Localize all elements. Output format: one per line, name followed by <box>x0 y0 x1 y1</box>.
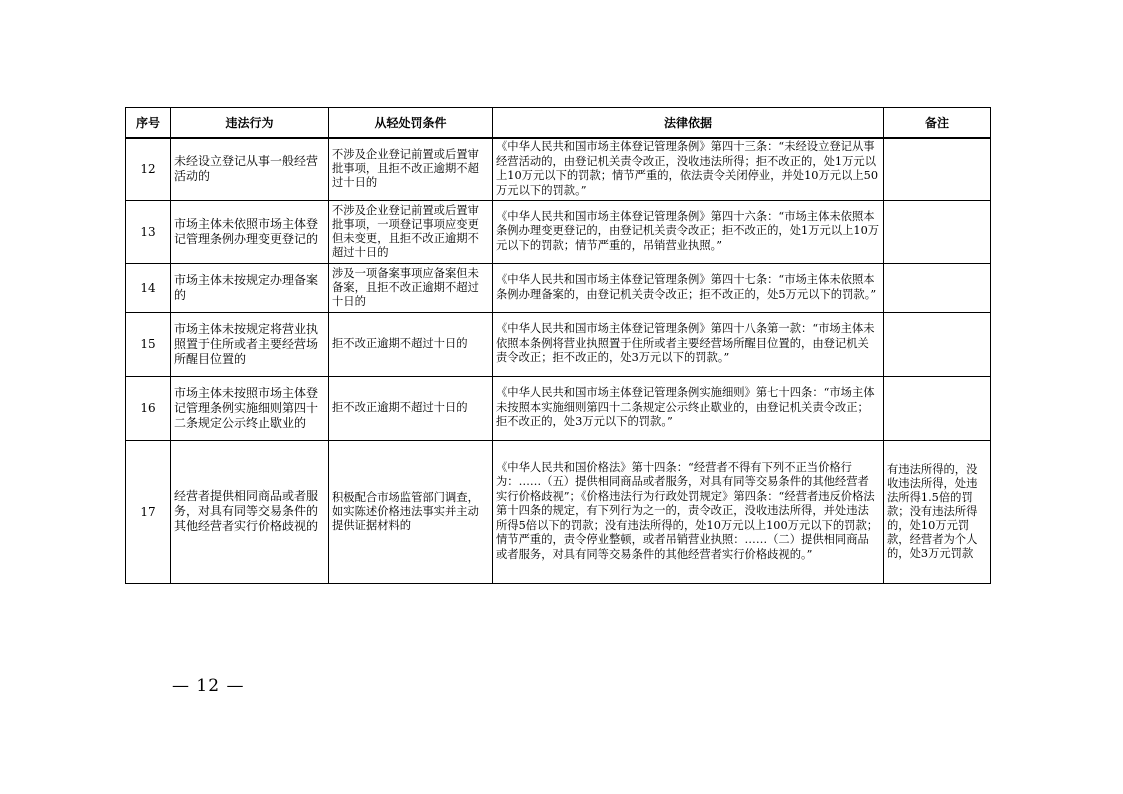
note-cell <box>884 263 991 312</box>
table-row <box>126 263 991 312</box>
note-cell: 有违法所得的，没收违法所得，处违法所得1.5倍的罚款；没有违法所得的，处10万元罚款，经营者为个人的，处3万元罚款 <box>884 440 991 583</box>
page-number: — 12 — <box>172 676 245 696</box>
header-no: 序号 <box>126 108 171 139</box>
condition-cell: 不涉及企业登记前置或后置审批事项，且拒不改正逾期不超过十日的 <box>329 138 493 200</box>
row-number: 13 <box>126 200 171 263</box>
legal-basis-cell: 《中华人民共和国价格法》第十四条：“经营者不得有下列不正当价格行为：……（五）提供相同商品或者服务，对具有同等交易条件的其他经营者实行价格歧视”；《价格违法行为行政处罚规定》第四条：“经营者违反价格法第十四条的规定，有下列行为之一的，责令改正，没收违法所得，并处违法所得5倍以下的罚款；没有违法所得的，处10万元以上100万元以下的罚款；情节严重的，责令停业整顿，或者吊销营业执照：……（二）提供相同商品或者服务，对具有同等交易条件的其他经营者实行价格歧视的。” <box>493 440 884 583</box>
header-basis: 法律依据 <box>493 108 884 139</box>
violation-cell: 经营者提供相同商品或者服务，对具有同等交易条件的其他经营者实行价格歧视的 <box>171 440 329 583</box>
table-row <box>126 200 991 263</box>
penalty-table <box>125 107 991 584</box>
header-note: 备注 <box>884 108 991 139</box>
row-number: 12 <box>126 138 171 200</box>
table-row <box>126 138 991 200</box>
note-cell <box>884 376 991 440</box>
row-number: 17 <box>126 440 171 583</box>
condition-cell: 涉及一项备案事项应备案但未备案，且拒不改正逾期不超过十日的 <box>329 263 493 312</box>
header-condition: 从轻处罚条件 <box>329 108 493 139</box>
condition-cell: 拒不改正逾期不超过十日的 <box>329 312 493 376</box>
note-cell <box>884 200 991 263</box>
table-row <box>126 312 991 376</box>
header-act: 违法行为 <box>171 108 329 139</box>
violation-cell: 未经设立登记从事一般经营活动的 <box>171 138 329 200</box>
legal-basis-cell: 《中华人民共和国市场主体登记管理条例》第四十三条：“未经设立登记从事经营活动的，由登记机关责令改正，没收违法所得；拒不改正的，处1万元以上10万元以下的罚款；情节严重的，依法责令关闭停业，并处10万元以上50万元以下的罚款。” <box>493 138 884 200</box>
violation-cell: 市场主体未按规定将营业执照置于住所或者主要经营场所醒目位置的 <box>171 312 329 376</box>
condition-cell: 拒不改正逾期不超过十日的 <box>329 376 493 440</box>
condition-cell: 积极配合市场监管部门调查，如实陈述价格违法事实并主动提供证据材料的 <box>329 440 493 583</box>
violation-cell: 市场主体未按照市场主体登记管理条例实施细则第四十二条规定公示终止歇业的 <box>171 376 329 440</box>
legal-basis-cell: 《中华人民共和国市场主体登记管理条例实施细则》第七十四条：“市场主体未按照本实施细则第四十二条规定公示终止歇业的，由登记机关责令改正；拒不改正的，处3万元以下的罚款。” <box>493 376 884 440</box>
condition-cell: 不涉及企业登记前置或后置审批事项，一项登记事项应变更但未变更，且拒不改正逾期不超过十日的 <box>329 200 493 263</box>
note-cell <box>884 138 991 200</box>
violation-cell: 市场主体未按规定办理备案的 <box>171 263 329 312</box>
row-number: 14 <box>126 263 171 312</box>
violation-cell: 市场主体未依照市场主体登记管理条例办理变更登记的 <box>171 200 329 263</box>
legal-basis-cell: 《中华人民共和国市场主体登记管理条例》第四十八条第一款：“市场主体未依照本条例将营业执照置于住所或者主要经营场所醒目位置的，由登记机关责令改正；拒不改正的，处3万元以下的罚款。” <box>493 312 884 376</box>
row-number: 16 <box>126 376 171 440</box>
legal-basis-cell: 《中华人民共和国市场主体登记管理条例》第四十七条：“市场主体未依照本条例办理备案的，由登记机关责令改正；拒不改正的，处5万元以下的罚款。” <box>493 263 884 312</box>
row-number: 15 <box>126 312 171 376</box>
table-header-row <box>126 108 991 139</box>
table-row <box>126 440 991 583</box>
note-cell <box>884 312 991 376</box>
table-row <box>126 376 991 440</box>
legal-basis-cell: 《中华人民共和国市场主体登记管理条例》第四十六条：“市场主体未依照本条例办理变更登记的，由登记机关责令改正；拒不改正的，处1万元以上10万元以下的罚款；情节严重的，吊销营业执照。” <box>493 200 884 263</box>
